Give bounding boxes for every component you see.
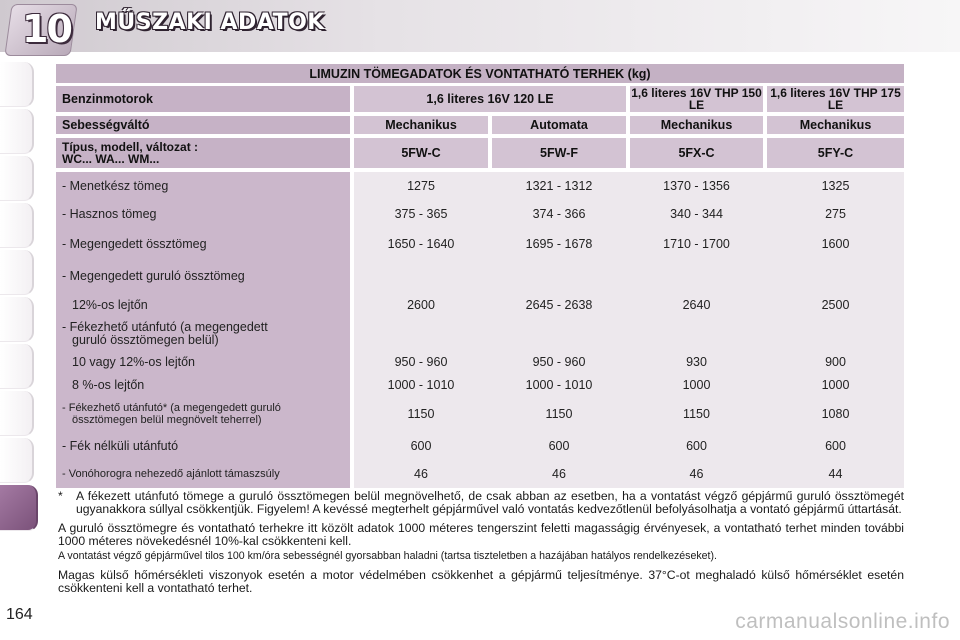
cell: 2640 bbox=[630, 292, 767, 318]
gearbox-3: Mechanikus bbox=[630, 116, 767, 138]
cell: 600 bbox=[354, 432, 492, 460]
cell: 2600 bbox=[354, 292, 492, 318]
weights-table bbox=[56, 64, 904, 488]
cell bbox=[630, 259, 767, 292]
row-label: - Megengedett guruló össztömeg bbox=[56, 259, 354, 292]
side-tab[interactable] bbox=[0, 250, 34, 295]
row-label: - Menetkész tömeg bbox=[56, 172, 354, 200]
footnote-mark: * bbox=[58, 489, 63, 503]
table-title: LIMUZIN TÖMEGADATOK ÉS VONTATHATÓ TERHEK (kg) bbox=[56, 64, 904, 86]
notes bbox=[58, 490, 904, 597]
cell: 600 bbox=[630, 432, 767, 460]
cell: 1321 - 1312 bbox=[492, 172, 630, 200]
cell: 1150 bbox=[630, 396, 767, 432]
type-4: 5FY-C bbox=[767, 138, 904, 172]
cell: 1150 bbox=[492, 396, 630, 432]
cell: 1650 - 1640 bbox=[354, 228, 492, 259]
row-label: 10 vagy 12%-os lejtőn bbox=[56, 350, 354, 374]
type-3: 5FX-C bbox=[630, 138, 767, 172]
page-number: 164 bbox=[6, 606, 33, 623]
engine-label: Benzinmotorok bbox=[56, 86, 354, 116]
cell: 900 bbox=[767, 350, 904, 374]
cell: 950 - 960 bbox=[354, 350, 492, 374]
table-row bbox=[56, 200, 904, 228]
cell: 930 bbox=[630, 350, 767, 374]
cell: 600 bbox=[767, 432, 904, 460]
table-row bbox=[56, 318, 904, 350]
footnote bbox=[58, 490, 904, 516]
side-tab[interactable] bbox=[0, 203, 34, 248]
cell: 1000 bbox=[767, 374, 904, 396]
cell: 1150 bbox=[354, 396, 492, 432]
cell: 2645 - 2638 bbox=[492, 292, 630, 318]
side-tab[interactable] bbox=[0, 438, 34, 483]
cell: 1275 bbox=[354, 172, 492, 200]
row-label: - Fék nélküli utánfutó bbox=[56, 432, 354, 460]
gearbox-row bbox=[56, 116, 904, 138]
table-row bbox=[56, 396, 904, 432]
table-row bbox=[56, 460, 904, 488]
gearbox-label: Sebességváltó bbox=[56, 116, 354, 138]
cell bbox=[492, 318, 630, 350]
side-tab-active[interactable] bbox=[0, 485, 38, 531]
row-label: 12%-os lejtőn bbox=[56, 292, 354, 318]
cell: 46 bbox=[354, 460, 492, 488]
note-altitude: A guruló össztömegre és vontatható terhekre itt közölt adatok 1000 méteres tengerszint feletti magasságig érvényesek, a vontatható terhet minden további 1000 méteres növekedésnél 10%-kal csökkenteni kell. bbox=[58, 521, 904, 548]
page-title: MŰSZAKI ADATOK bbox=[95, 10, 325, 35]
cell: 340 - 344 bbox=[630, 200, 767, 228]
engine-3: 1,6 literes 16V THP 175 LE bbox=[767, 86, 904, 116]
cell: 950 - 960 bbox=[492, 350, 630, 374]
row-label: 8 %-os lejtőn bbox=[56, 374, 354, 396]
cell: 46 bbox=[492, 460, 630, 488]
engine-row bbox=[56, 86, 904, 116]
engine-2: 1,6 literes 16V THP 150 LE bbox=[630, 86, 767, 116]
cell: 2500 bbox=[767, 292, 904, 318]
cell: 1370 - 1356 bbox=[630, 172, 767, 200]
table-title-row bbox=[56, 64, 904, 86]
side-tab[interactable] bbox=[0, 297, 34, 342]
side-tab[interactable] bbox=[0, 344, 34, 389]
cell: 46 bbox=[630, 460, 767, 488]
cell: 1710 - 1700 bbox=[630, 228, 767, 259]
type-row bbox=[56, 138, 904, 172]
footnote-text: A fékezett utánfutó tömege a guruló össztömegen belül megnövelhető, de csak abban az esetben, ha a vontatást végző gépjármű guruló össztömegét ugyanakkora súllyal csökkentjük. Figyelem! A kevéssé megterhelt gépjárművel való vontatás kedvezőtlenül befolyásolhatja a vontató gépjármű úttartását. bbox=[76, 489, 904, 516]
cell bbox=[492, 259, 630, 292]
type-label-line-1: Típus, modell, változat : bbox=[62, 140, 199, 154]
cell: 374 - 366 bbox=[492, 200, 630, 228]
cell bbox=[630, 318, 767, 350]
note-speed: A vontatást végző gépjárművel tilos 100 km/óra sebességnél gyorsabban haladni (tartsa tiszteletben a hazájában hatályos rendelkezéseket). bbox=[58, 550, 717, 562]
table-row bbox=[56, 228, 904, 259]
row-label-line-2: össztömegen belül megnövelt teherrel) bbox=[72, 414, 262, 426]
cell: 275 bbox=[767, 200, 904, 228]
gearbox-2: Automata bbox=[492, 116, 630, 138]
gearbox-1: Mechanikus bbox=[354, 116, 492, 138]
side-tab[interactable] bbox=[0, 156, 34, 201]
table-row bbox=[56, 172, 904, 200]
row-label-line-2: guruló össztömegen belül) bbox=[72, 333, 219, 347]
row-label: - Hasznos tömeg bbox=[56, 200, 354, 228]
cell: 375 - 365 bbox=[354, 200, 492, 228]
cell bbox=[354, 318, 492, 350]
side-tab[interactable] bbox=[0, 62, 34, 107]
type-label bbox=[56, 138, 354, 172]
cell: 1000 - 1010 bbox=[492, 374, 630, 396]
cell: 1000 - 1010 bbox=[354, 374, 492, 396]
row-label: - Vonóhorogra nehezedő ajánlott támaszsúly bbox=[56, 460, 354, 488]
row-label bbox=[56, 396, 354, 432]
engine-1: 1,6 literes 16V 120 LE bbox=[354, 86, 630, 116]
cell: 600 bbox=[492, 432, 630, 460]
table-row bbox=[56, 350, 904, 374]
cell: 44 bbox=[767, 460, 904, 488]
note-temperature: Magas külső hőmérsékleti viszonyok esetén a motor védelmében csökkenhet a gépjármű teljesítménye. 37°C-ot meghaladó külső hőmérséklet esetén csökkenteni kell a vontatható terhet. bbox=[58, 568, 904, 595]
chapter-number: 10 bbox=[22, 7, 71, 51]
type-label-line-2: WC... WA... WM... bbox=[62, 152, 160, 166]
table-row bbox=[56, 374, 904, 396]
watermark: carmanualsonline.info bbox=[735, 610, 950, 633]
table-row bbox=[56, 432, 904, 460]
cell: 1325 bbox=[767, 172, 904, 200]
cell: 1695 - 1678 bbox=[492, 228, 630, 259]
row-label-line-1: - Fékezhető utánfutó* (a megengedett guruló bbox=[62, 402, 281, 414]
row-label-line-1: - Fékezhető utánfutó (a megengedett bbox=[62, 320, 268, 334]
cell: 1600 bbox=[767, 228, 904, 259]
row-label: - Megengedett össztömeg bbox=[56, 228, 354, 259]
side-tab[interactable] bbox=[0, 109, 34, 154]
type-2: 5FW-F bbox=[492, 138, 630, 172]
row-label bbox=[56, 318, 354, 350]
table-row bbox=[56, 259, 904, 292]
type-1: 5FW-C bbox=[354, 138, 492, 172]
chapter-side-tabs bbox=[0, 62, 40, 533]
side-tab[interactable] bbox=[0, 391, 34, 436]
cell bbox=[767, 259, 904, 292]
table-row bbox=[56, 292, 904, 318]
cell: 1000 bbox=[630, 374, 767, 396]
gearbox-4: Mechanikus bbox=[767, 116, 904, 138]
cell bbox=[767, 318, 904, 350]
cell bbox=[354, 259, 492, 292]
cell: 1080 bbox=[767, 396, 904, 432]
